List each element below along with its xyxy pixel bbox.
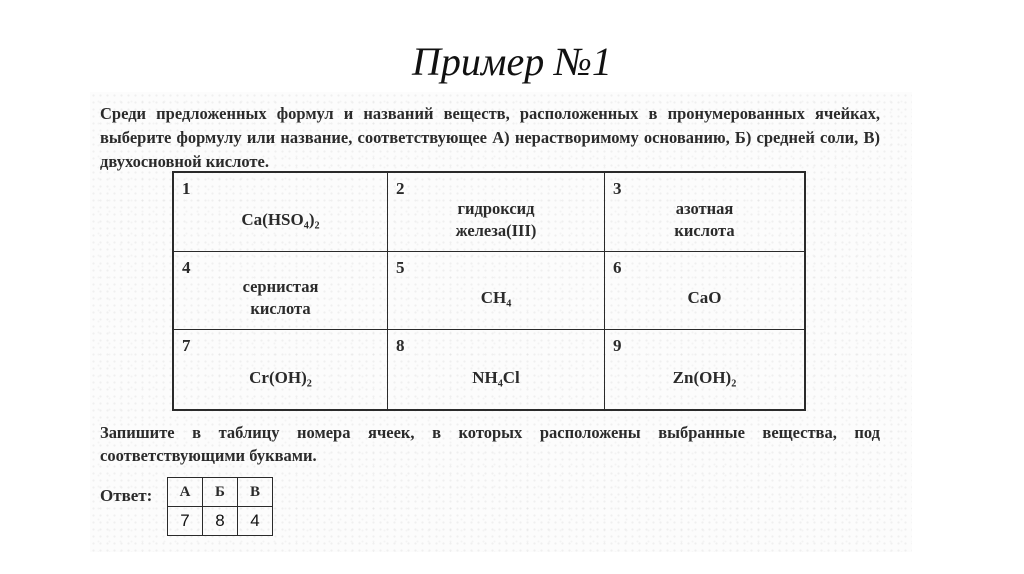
cell-formula: NH₄Cl [472, 367, 520, 387]
cell-formula: Zn(OH)₂ [672, 367, 737, 387]
answer-value-v: 4 [238, 507, 273, 536]
answer-table [167, 477, 273, 536]
cell-number: 4 [182, 257, 191, 277]
cell-formula: Ca(HSO₄)₂ [241, 209, 320, 229]
grid-cell-5 [388, 252, 605, 331]
task-instruction-text: Запишите в таблицу номера ячеек, в которых расположены выбранные вещества, под соответствующими буквами. [100, 423, 880, 465]
grid-cell-6 [605, 252, 804, 331]
cell-formula: Cr(OH)₂ [249, 367, 312, 387]
grid-cell-7 [174, 330, 388, 409]
cell-number: 9 [613, 336, 622, 356]
cell-substance-name: сернистая кислота [242, 277, 319, 319]
answer-value-a: 7 [168, 507, 203, 536]
cell-number: 3 [613, 179, 622, 198]
grid-cell-8 [388, 330, 605, 409]
grid-cell-1 [174, 173, 388, 252]
grid-cell-9 [605, 330, 804, 409]
cell-number: 7 [182, 336, 191, 356]
cell-formula: CH₄ [480, 288, 512, 308]
cell-substance-name: азотная кислота [674, 198, 735, 240]
cell-number: 8 [396, 336, 405, 356]
grid-cell-3 [605, 173, 804, 252]
slide-title: Пример №1 [412, 39, 612, 84]
answer-header-a: А [168, 478, 203, 507]
answer-header-v: В [238, 478, 273, 507]
cell-number: 2 [396, 179, 405, 198]
answer-label: Ответ: [100, 486, 153, 505]
cell-number: 1 [182, 179, 191, 198]
answer-header-b: Б [203, 478, 238, 507]
task-intro-text: Среди предложенных формул и названий веществ, расположенных в пронумерованных ячейках, выберите формулу или название, соответствующее А) нерастворимому основанию, Б) средней соли, В) двухосновной кислоте. [100, 104, 880, 171]
grid-cell-2 [388, 173, 605, 252]
cell-substance-name: гидроксид железа(III) [455, 198, 537, 240]
cell-number: 5 [396, 257, 405, 277]
cell-formula: CaO [687, 288, 722, 308]
answer-value-b: 8 [203, 507, 238, 536]
substance-grid [172, 171, 806, 411]
grid-cell-4 [174, 252, 388, 331]
cell-number: 6 [613, 257, 622, 277]
